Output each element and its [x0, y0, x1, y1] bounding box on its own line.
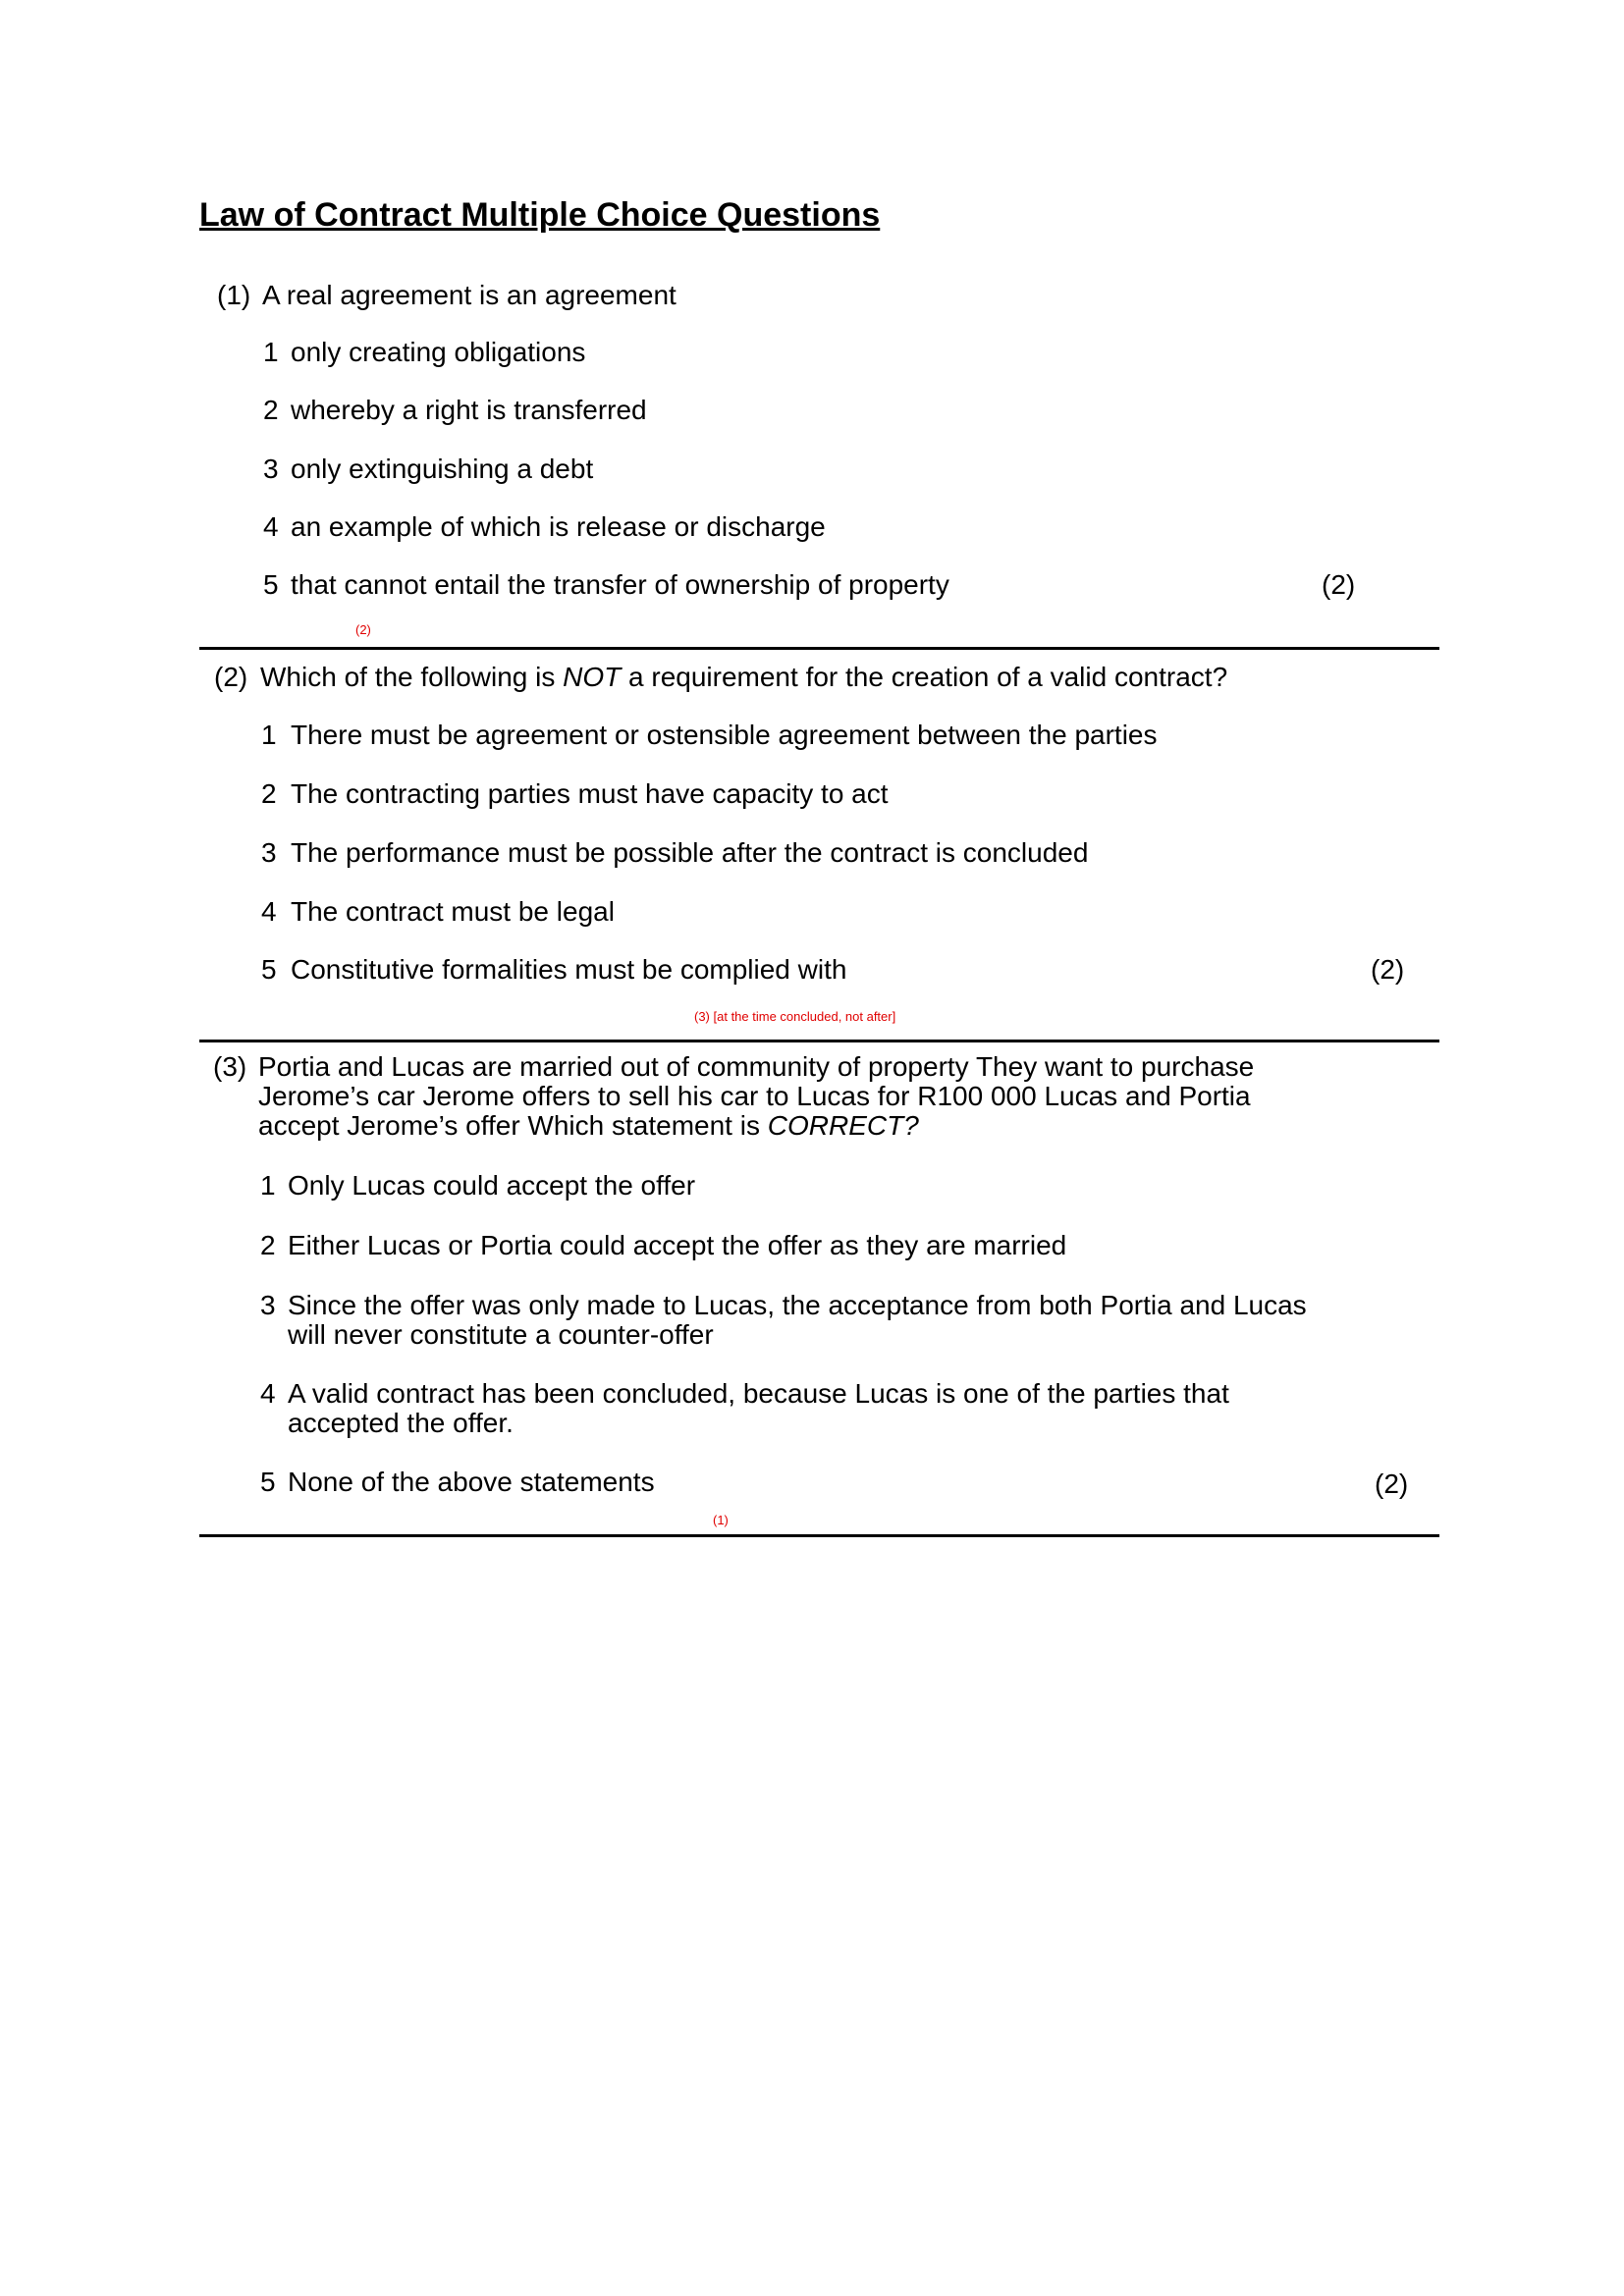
answer-annotation: (3) [at the time concluded, not after]	[694, 1009, 896, 1024]
option-text: an example of which is release or discharge	[291, 511, 826, 542]
stem-text: a requirement for the creation of a valid contract?	[621, 662, 1228, 692]
option-text: Either Lucas or Portia could accept the offer as they are married	[288, 1230, 1067, 1260]
option-number: 4	[261, 896, 277, 927]
stem-text: Portia and Lucas are married out of community of property They want to purchase Jerome’s car Jerome offers to sell his car to Lucas for R100 000 Lucas and Portia accept Jerome’s offer Which statement is	[258, 1051, 1255, 1141]
option-text: There must be agreement or ostensible agreement between the parties	[291, 720, 1158, 750]
option-number: 1	[263, 337, 279, 367]
option-number: 3	[263, 454, 279, 484]
option-text: Since the offer was only made to Lucas, the acceptance from both Portia and Lucas will never constitute a counter-offer	[288, 1290, 1307, 1350]
question-number: (3)	[213, 1051, 247, 1082]
option-text: The performance must be possible after the contract is concluded	[291, 837, 1089, 868]
option-text: The contract must be legal	[291, 896, 615, 927]
option-text: only creating obligations	[291, 337, 586, 367]
document-title: Law of Contract Multiple Choice Questions	[199, 196, 881, 234]
option-number: 5	[263, 569, 279, 600]
option-number: 1	[261, 720, 277, 750]
option-text: Only Lucas could accept the offer	[288, 1170, 696, 1201]
option-number: 4	[263, 511, 279, 542]
question-number: (1)	[217, 280, 251, 310]
option-text: None of the above statements	[288, 1467, 655, 1497]
option-number: 3	[261, 837, 277, 868]
marks-label: (2)	[1322, 569, 1356, 600]
option-text: whereby a right is transferred	[291, 395, 647, 425]
question-stem: A real agreement is an agreement	[262, 280, 677, 310]
option-number: 5	[261, 954, 277, 985]
answer-annotation: (2)	[355, 622, 371, 637]
option-text: that cannot entail the transfer of ownership of property	[291, 569, 949, 600]
question-number: (2)	[214, 662, 248, 692]
option-number: 5	[260, 1467, 276, 1497]
option-text: The contracting parties must have capacity to act	[291, 778, 889, 809]
option-number: 3	[260, 1290, 276, 1320]
divider	[199, 647, 1439, 650]
marks-label: (2)	[1371, 954, 1405, 985]
stem-emphasis: NOT	[563, 662, 622, 692]
option-number: 2	[261, 778, 277, 809]
option-text: only extinguishing a debt	[291, 454, 594, 484]
stem-text: Which of the following is	[260, 662, 564, 692]
marks-label: (2)	[1375, 1468, 1409, 1499]
answer-annotation: (1)	[713, 1513, 729, 1527]
option-number: 2	[260, 1230, 276, 1260]
option-number: 4	[260, 1378, 276, 1409]
option-text: Constitutive formalities must be complied with	[291, 954, 847, 985]
option-number: 1	[260, 1170, 276, 1201]
stem-emphasis: CORRECT?	[767, 1110, 919, 1141]
question-stem	[258, 1052, 1338, 1141]
divider	[199, 1040, 1439, 1042]
option-text: A valid contract has been concluded, because Lucas is one of the parties that accepted the offer.	[288, 1378, 1229, 1438]
divider	[199, 1534, 1439, 1537]
question-stem	[260, 663, 1227, 692]
option-number: 2	[263, 395, 279, 425]
